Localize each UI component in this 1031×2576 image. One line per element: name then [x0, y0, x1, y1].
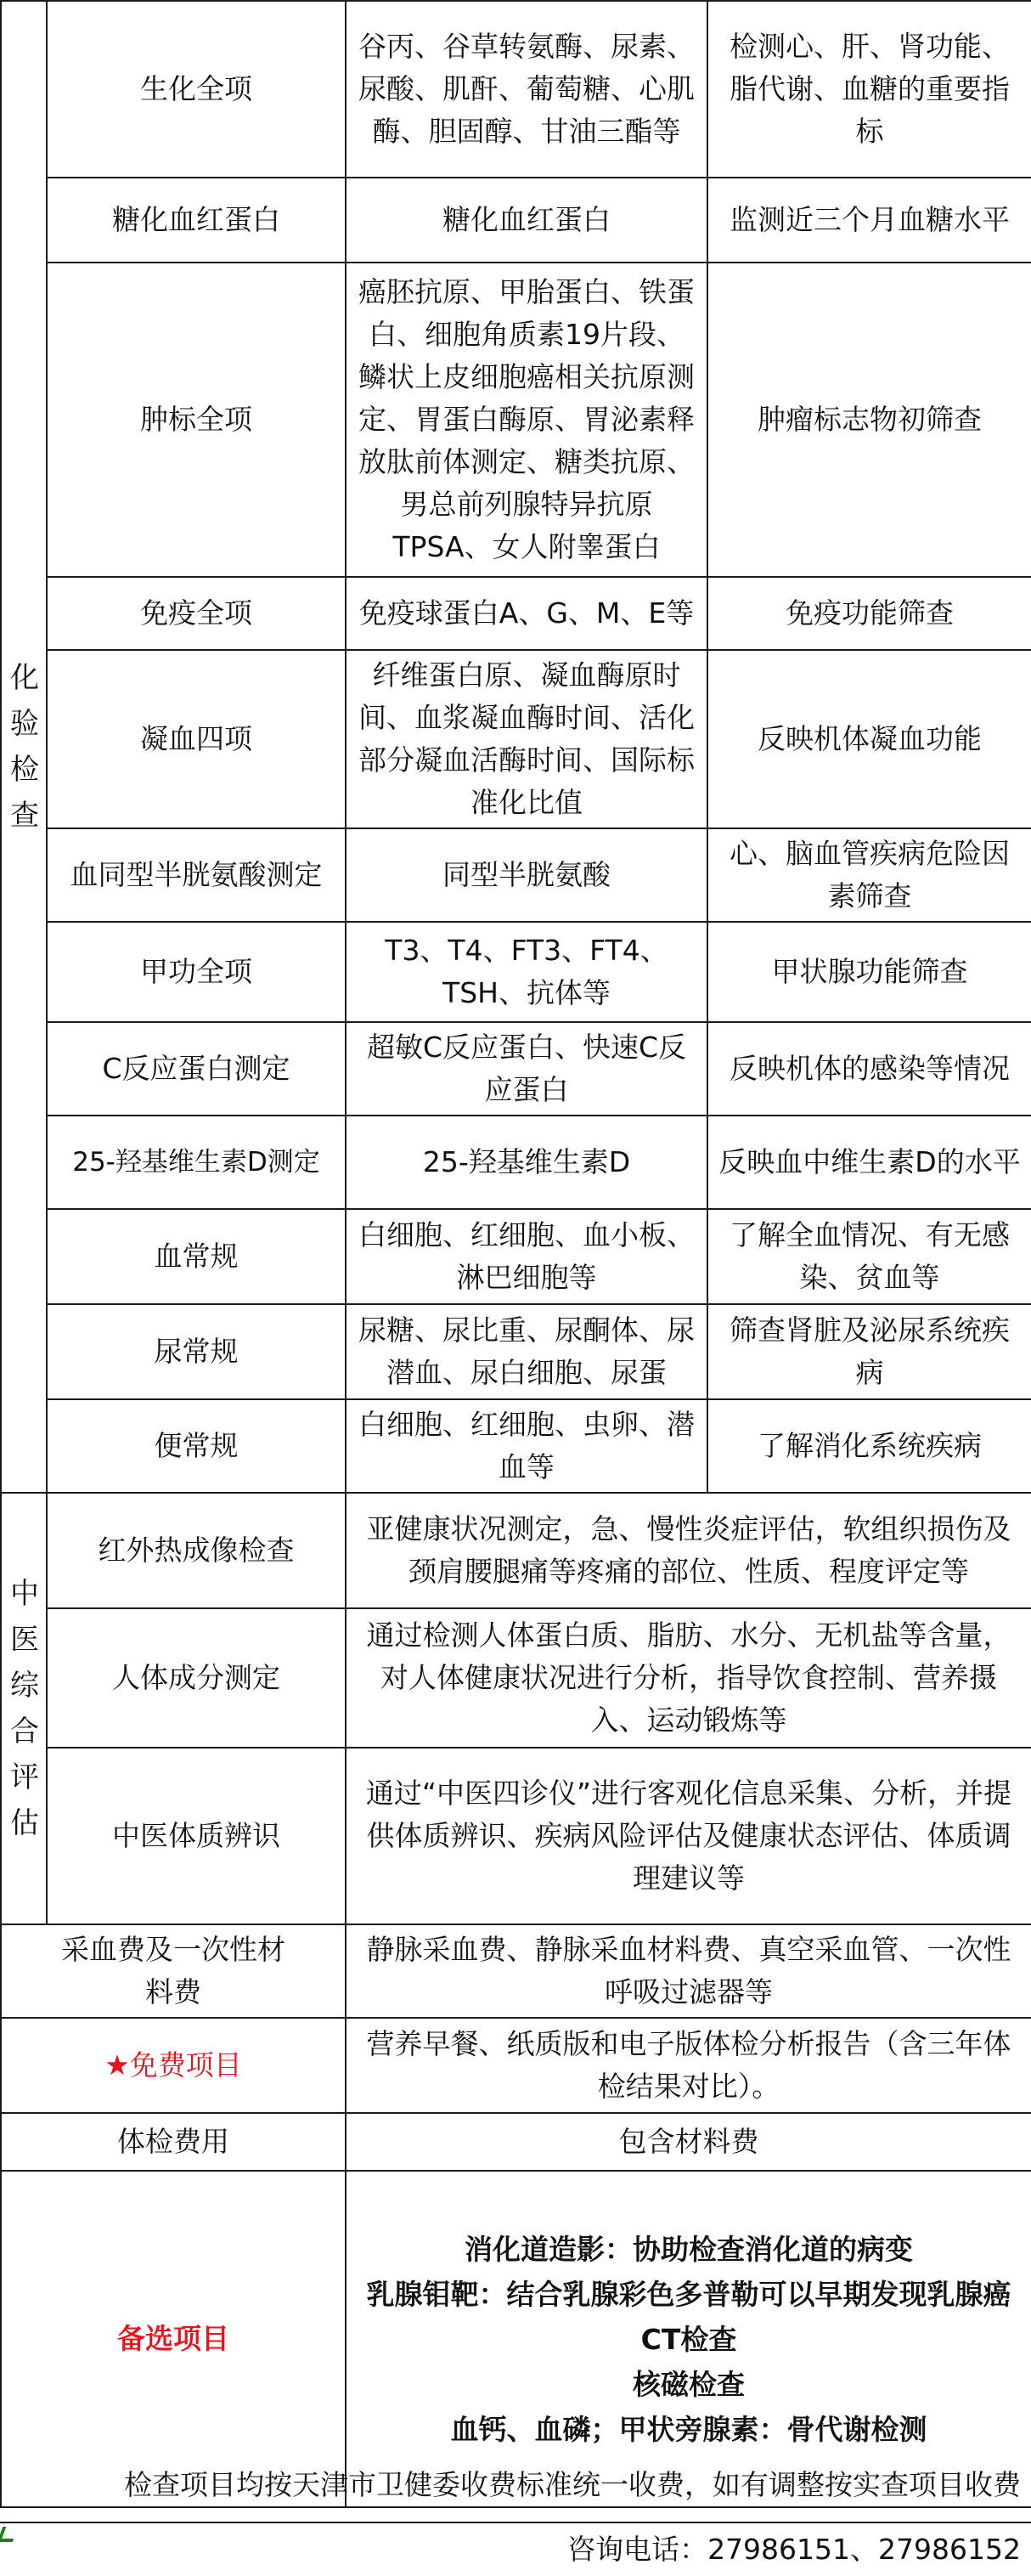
item-content: 谷丙、谷草转氨酶、尿素、尿酸、肌酐、葡萄糖、心肌酶、胆固醇、甘油三酯等 — [346, 1, 707, 178]
item-content: 同型半胱氨酸 — [346, 828, 707, 922]
list-item: CT检查 — [640, 2322, 737, 2356]
lab-section-label: 化验检查 — [1, 1, 47, 1493]
item-description: 亚健康状况测定，急、慢性炎症评估，软组织损伤及颈肩腰腿痛等疼痛的部位、性质、程度评定等 — [346, 1493, 1031, 1608]
item-purpose: 监测近三个月血糖水平 — [707, 178, 1031, 263]
item-name: 肿标全项 — [47, 263, 346, 577]
item-purpose: 免疫功能筛查 — [707, 577, 1031, 650]
table-row — [1, 2113, 1031, 2171]
item-purpose: 心、脑血管疾病危险因素筛查 — [707, 828, 1031, 922]
item-content: 白细胞、红细胞、血小板、淋巴细胞等 — [346, 1209, 707, 1304]
free-items-label: ★免费项目 — [1, 2018, 346, 2113]
item-purpose: 反映血中维生素D的水平 — [707, 1116, 1031, 1209]
item-name: 甲功全项 — [47, 922, 346, 1022]
table-row — [1, 1493, 1031, 1608]
item-content: 超敏C反应蛋白、快速C反应蛋白 — [346, 1022, 707, 1116]
table-row — [1, 1748, 1031, 1924]
table-row — [1, 178, 1031, 263]
item-description: 通过“中医四诊仪”进行客观化信息采集、分析，并提供体质辨识、疾病风险评估及健康状态评估、体质调理建议等 — [346, 1748, 1031, 1924]
item-name: 便常规 — [47, 1399, 346, 1493]
item-content: T3、T4、FT3、FT4、TSH、抗体等 — [346, 922, 707, 1022]
item-name: 糖化血红蛋白 — [47, 178, 346, 263]
item-name: 人体成分测定 — [47, 1608, 346, 1748]
optional-label: 备选项目 — [1, 2171, 346, 2507]
list-item: 核磁检查 — [633, 2367, 745, 2401]
table-row — [1, 1022, 1031, 1116]
table-row — [1, 650, 1031, 828]
table-row — [1, 2018, 1031, 2113]
table-row — [1, 1, 1031, 178]
item-name: 红外热成像检查 — [47, 1493, 346, 1608]
item-purpose: 甲状腺功能筛查 — [707, 922, 1031, 1022]
item-content: 纤维蛋白原、凝血酶原时间、血浆凝血酶时间、活化部分凝血活酶时间、国际标准化比值 — [346, 650, 707, 828]
list-item: 乳腺钼靶：结合乳腺彩色多普勒可以早期发现乳腺癌 — [366, 2277, 1011, 2311]
table-row — [1, 1209, 1031, 1304]
item-purpose: 了解全血情况、有无感染、贫血等 — [707, 1209, 1031, 1304]
item-name: 25-羟基维生素D测定 — [47, 1116, 346, 1209]
item-content: 白细胞、红细胞、虫卵、潜血等 — [346, 1399, 707, 1493]
exam-fee-description: 包含材料费 — [346, 2113, 1031, 2171]
exam-fee-label: 体检费用 — [1, 2113, 346, 2171]
item-purpose: 反映机体的感染等情况 — [707, 1022, 1031, 1116]
list-item: 血钙、血磷；甲状旁腺素：骨代谢检测 — [450, 2412, 927, 2446]
item-content: 癌胚抗原、甲胎蛋白、铁蛋白、细胞角质素19片段、鳞状上皮细胞癌相关抗原测定、胃蛋白酶原、胃泌素释放肽前体测定、糖类抗原、男总前列腺特异抗原TPSA、女人附睾蛋白 — [346, 263, 707, 577]
contact-phone: 咨询电话：27986151、27986152 — [567, 2533, 1021, 2566]
item-name: 尿常规 — [47, 1304, 346, 1399]
blood-fee-label: 采血费及一次性材料费 — [1, 1924, 346, 2018]
item-name: 凝血四项 — [47, 650, 346, 828]
table-row — [1, 1116, 1031, 1209]
item-name: C反应蛋白测定 — [47, 1022, 346, 1116]
table-row — [1, 1399, 1031, 1493]
table-row — [1, 1608, 1031, 1748]
tcm-section-label: 中医综合评估 — [1, 1493, 47, 1924]
table-row — [1, 1304, 1031, 1399]
item-content: 免疫球蛋白A、G、M、E等 — [346, 577, 707, 650]
table-row — [1, 1924, 1031, 2018]
item-name: 血同型半胱氨酸测定 — [47, 828, 346, 922]
table-row — [1, 922, 1031, 1022]
item-purpose: 了解消化系统疾病 — [707, 1399, 1031, 1493]
item-content: 尿糖、尿比重、尿酮体、尿潜血、尿白细胞、尿蛋 — [346, 1304, 707, 1399]
blood-fee-description: 静脉采血费、静脉采血材料费、真空采血管、一次性呼吸过滤器等 — [346, 1924, 1031, 2018]
item-name: 免疫全项 — [47, 577, 346, 650]
free-items-description: 营养早餐、纸质版和电子版体检分析报告（含三年体检结果对比）。 — [346, 2018, 1031, 2113]
item-name: 中医体质辨识 — [47, 1748, 346, 1924]
item-purpose: 检测心、肝、肾功能、脂代谢、血糖的重要指标 — [707, 1, 1031, 178]
item-purpose: 肿瘤标志物初筛查 — [707, 263, 1031, 577]
item-name: 血常规 — [47, 1209, 346, 1304]
table-row — [1, 577, 1031, 650]
item-description: 通过检测人体蛋白质、脂肪、水分、无机盐等含量，对人体健康状况进行分析，指导饮食控制、营养摄入、运动锻炼等 — [346, 1608, 1031, 1748]
item-content: 25-羟基维生素D — [346, 1116, 707, 1209]
table-row — [1, 263, 1031, 577]
item-name: 生化全项 — [47, 1, 346, 178]
fee-note: 检查项目均按天津市卫健委收费标准统一收费，如有调整按实查项目收费 — [124, 2468, 1021, 2501]
item-content: 糖化血红蛋白 — [346, 178, 707, 263]
item-purpose: 反映机体凝血功能 — [707, 650, 1031, 828]
table-row — [1, 828, 1031, 922]
item-purpose: 筛查肾脏及泌尿系统疾病 — [707, 1304, 1031, 1399]
list-item: 消化道造影：协助检查消化道的病变 — [465, 2232, 913, 2266]
